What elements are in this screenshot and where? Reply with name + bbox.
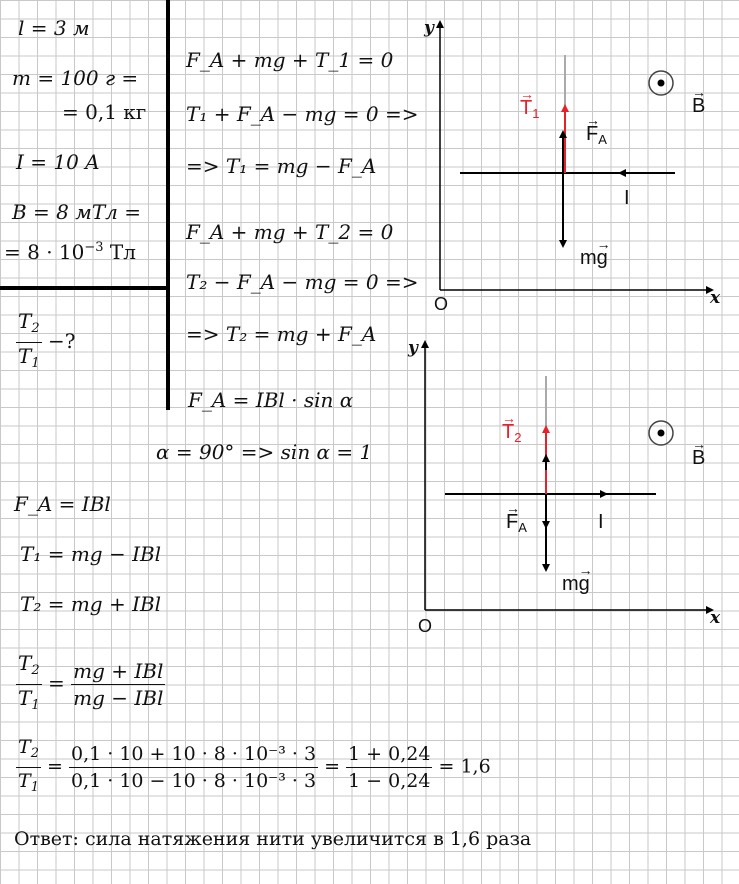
answer-text: Ответ: сила натяжения нити увеличится в 1,6 раза	[14, 828, 532, 850]
eq-tension-1: => T₁ = mg − F_A	[186, 154, 377, 178]
eq-force-simplified: F_A = IBl	[14, 492, 111, 516]
d2-tension-label: → $T_2$	[502, 420, 521, 450]
d2-current-label: I	[598, 511, 604, 533]
d2-x-label: x	[710, 608, 721, 628]
find-ratio: $\frac{T_2}{T_1}$ −?	[18, 309, 76, 371]
d1-origin-label: O	[434, 294, 449, 314]
d1-gravity-label: m→ g	[580, 246, 608, 270]
given-induction-si: = $8 \cdot 10^{-3}$ Тл	[4, 240, 136, 264]
eq-ampere-force: F_A = IBl · sin α	[188, 388, 354, 412]
d2-ampere-label: → $F_A$	[506, 510, 527, 540]
d1-current-label: I	[624, 187, 630, 209]
given-induction: B = 8 мТл =	[12, 200, 142, 224]
given-current: I = 10 A	[16, 150, 100, 174]
eq-ratio-formula: $\frac{T_2}{T_1}$ = $\frac{\text{mg + IBl}}{\text{mg − IBl}}$	[18, 651, 164, 713]
d2-y-label: y	[408, 338, 418, 358]
diagram-2	[425, 342, 712, 610]
d2-origin-label: O	[418, 616, 433, 636]
d1-ampere-label: → $F_A$	[586, 122, 607, 152]
d1-y-label: y	[424, 18, 434, 38]
eq-tension-2: => T₂ = mg + F_A	[186, 322, 377, 346]
d1-field-label: → B	[692, 94, 705, 118]
given-mass: m = 100 г =	[12, 66, 139, 90]
eq-ratio-calculation: $\frac{T_2}{T_1}$ = $\frac{\text{0,1 · 10 + 10 · 8 · 10⁻³ · 3}}{\text{0,1 · 10 − 10 · 8 · 10⁻³ · 3}}$ = $\frac{1 + 0,24}{1 - 0,24}$ = 1,6	[18, 736, 491, 795]
eq-projection-1: T₁ + F_A − mg = 0 =>	[186, 102, 419, 126]
d1-tension-label: → $T_1$	[520, 96, 539, 126]
given-length: l = 3 м	[18, 16, 90, 40]
d2-gravity-label: m→ g	[562, 572, 590, 596]
eq-newton-2: F_A + mg + T_2 = 0	[186, 220, 394, 244]
eq-newton-1: F_A + mg + T_1 = 0	[186, 48, 394, 72]
d1-x-label: x	[710, 288, 721, 308]
d2-field-label: → B	[692, 446, 705, 470]
eq-t1-expanded: T₁ = mg − IBl	[20, 542, 162, 566]
eq-angle: α = 90° => sin α = 1	[156, 440, 373, 464]
diagram-1	[440, 22, 712, 290]
eq-projection-2: T₂ − F_A − mg = 0 =>	[186, 270, 419, 294]
eq-t2-expanded: T₂ = mg + IBl	[20, 592, 162, 616]
given-mass-si: = 0,1 кг	[62, 100, 147, 124]
